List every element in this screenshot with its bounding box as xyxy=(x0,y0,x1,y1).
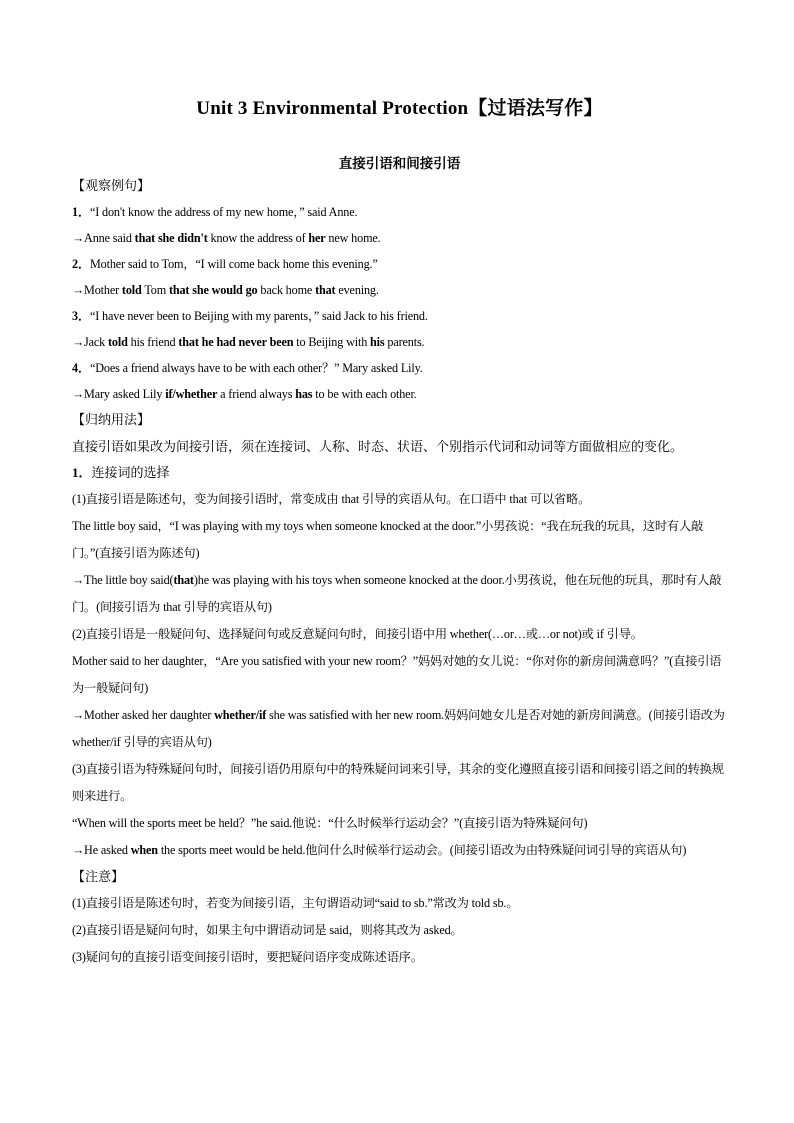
note-3: (3)疑问句的直接引语变间接引语时，要把疑问语序变成陈述语序。 xyxy=(72,950,423,964)
text-run: new home. xyxy=(325,231,381,245)
example-number: 2． xyxy=(72,257,90,271)
highlight: that she would go xyxy=(168,283,258,297)
example-text: “I don't know the address of my new home，” said Anne. xyxy=(89,205,358,219)
text-run: →The little boy said( xyxy=(72,573,174,587)
text-run: →He asked xyxy=(72,843,131,857)
observe-heading: 【观察例句】 xyxy=(72,178,151,193)
rule-3-indirect xyxy=(72,837,727,864)
text-run: →Anne said xyxy=(72,231,135,245)
example-text: “I have never been to Beijing with my parents，” said Jack to his friend. xyxy=(89,309,428,323)
text-run: parents. xyxy=(384,335,425,349)
example-number: 4． xyxy=(72,361,90,375)
text-run: the sports meet would be held.他问什么时候举行运动会。(间接引语改为由特殊疑问词引导的宾语从句) xyxy=(157,843,687,857)
example-4-indirect xyxy=(72,381,727,407)
example-text: “Does a friend always have to be with each other？” Mary asked Lily. xyxy=(89,361,423,375)
text-run: to be with each other. xyxy=(312,387,417,401)
example-2-indirect xyxy=(72,277,727,303)
rule-2: (2)直接引语是一般疑问句、选择疑问句或反意疑问句时，间接引语中用 whether(…or…或…or not)或 if 引导。 xyxy=(72,627,643,641)
text-run: →Mary asked Lily xyxy=(72,387,166,401)
rule-1-example: The little boy said，“I was playing with my toys when someone knocked at the door.”小男孩说：“我在玩我的玩具，这时有人敲门。”(直接引语为陈述句) xyxy=(72,519,704,560)
example-2-direct xyxy=(72,251,727,277)
example-1-indirect xyxy=(72,225,727,251)
rule-1: (1)直接引语是陈述句，变为间接引语时，常变成由 that 引导的宾语从句。在口语中 that 可以省略。 xyxy=(72,492,591,506)
example-3-indirect xyxy=(72,329,727,355)
highlight: his xyxy=(370,335,385,349)
highlight: when xyxy=(130,843,158,857)
text-run: a friend always xyxy=(217,387,296,401)
point-title: 连接词的选择 xyxy=(91,465,170,480)
text-run: evening. xyxy=(335,283,379,297)
text-run: Tom xyxy=(141,283,169,297)
rule-2-example: Mother said to her daughter，“Are you satisfied with your new room？”妈妈对她的女儿说：“你对你的新房间满意吗？”(直接引语为一般疑问句) xyxy=(72,654,722,695)
text-run: she was satisfied with her new room.妈妈问她女儿是否对她的新房间满意。(间接引语改为 whether/if 引导的宾语从句) xyxy=(72,708,725,749)
highlight: whether/if xyxy=(214,708,267,722)
example-3-direct xyxy=(72,303,727,329)
text-run: back home xyxy=(257,283,316,297)
example-4-direct xyxy=(72,355,727,381)
point-number: 1． xyxy=(72,465,92,480)
highlight: told xyxy=(121,283,142,297)
text-run: →Mother xyxy=(72,283,122,297)
text-run: his friend xyxy=(127,335,179,349)
highlight: told xyxy=(108,335,128,349)
highlight: has xyxy=(295,387,313,401)
example-1-direct xyxy=(72,199,727,225)
notes-heading: 【注意】 xyxy=(72,869,125,884)
document-title: Unit 3 Environmental Protection【过语法写作】 xyxy=(196,98,603,119)
highlight: that xyxy=(173,573,194,587)
highlight: that she didn't xyxy=(134,231,208,245)
summary-intro: 直接引语如果改为间接引语，须在连接词、人称、时态、状语、个别指示代词和动词等方面做相应的变化。 xyxy=(72,439,684,454)
highlight: if/whether xyxy=(165,387,218,401)
section-subtitle: 直接引语和间接引语 xyxy=(338,156,461,172)
highlight: her xyxy=(308,231,326,245)
point-1-title xyxy=(72,460,727,486)
example-text: Mother said to Tom，“I will come back home this evening.” xyxy=(89,257,378,271)
text-run: →Mother asked her daughter xyxy=(72,708,215,722)
summary-heading: 【归纳用法】 xyxy=(72,412,151,427)
note-2: (2)直接引语是疑问句时，如果主句中谓语动词是 said，则将其改为 asked。 xyxy=(72,923,463,937)
example-number: 1． xyxy=(72,205,90,219)
example-number: 3． xyxy=(72,309,90,323)
note-1: (1)直接引语是陈述句时，若变为间接引语，主句谓语动词“said to sb.”常改为 told sb.。 xyxy=(72,896,519,910)
text-run: know the address of xyxy=(207,231,309,245)
rule-3-example: “When will the sports meet be held？”he said.他说：“什么时候举行运动会？”(直接引语为特殊疑问句) xyxy=(72,816,588,830)
rule-1-indirect xyxy=(72,567,727,621)
highlight: that he had never been xyxy=(178,335,294,349)
highlight: that xyxy=(315,283,336,297)
document-page xyxy=(72,95,727,971)
text-run: to Beijing with xyxy=(293,335,371,349)
rule-2-indirect xyxy=(72,702,727,756)
text-run: →Jack xyxy=(72,335,108,349)
text-run: )he was playing with his toys when someone knocked at the door.小男孩说，他在玩他的玩具，那时有人敲门。(间接引语为 that 引导的宾语从句) xyxy=(72,573,722,614)
rule-3: (3)直接引语为特殊疑问句时，间接引语仍用原句中的特殊疑问词来引导，其余的变化遵照直接引语和间接引语之间的转换规则来进行。 xyxy=(72,762,724,803)
